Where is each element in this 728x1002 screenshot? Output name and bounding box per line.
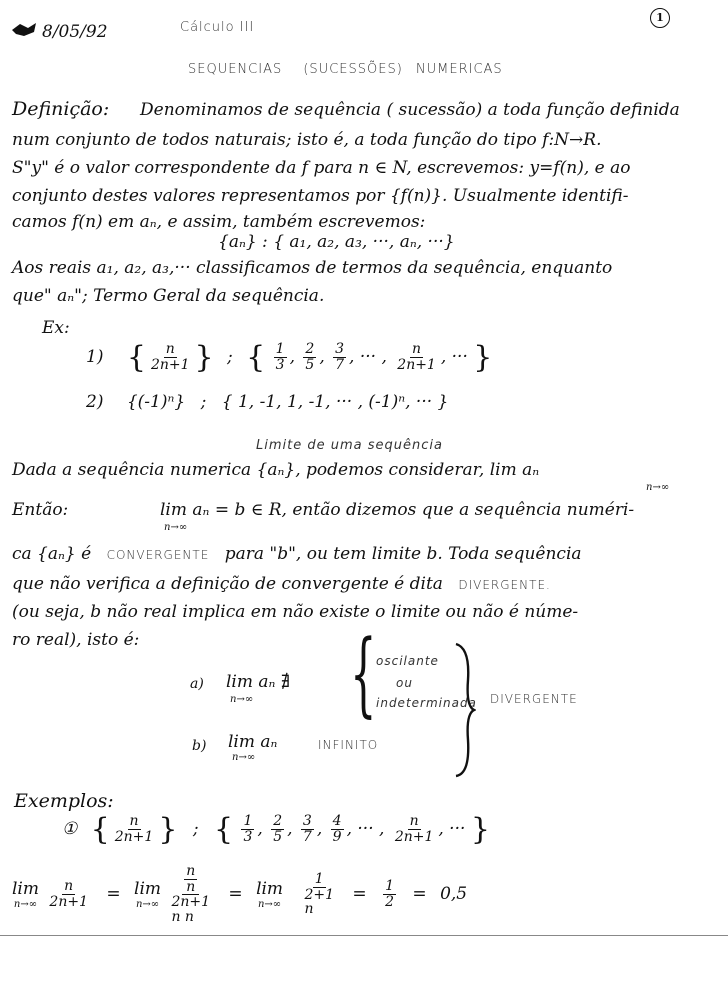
example-2-lhs: {(-1)ⁿ}	[126, 392, 186, 412]
examples2-index: ①	[62, 819, 78, 839]
case-a-brace: {	[350, 620, 377, 727]
definition-label: Definição:	[12, 98, 110, 120]
right-brace: }	[470, 812, 490, 847]
examples2-lhs-fraction: $\frac{n}{2n+1}$	[114, 813, 154, 845]
calc-fraction-4: $\frac{1}{2}$	[385, 878, 394, 910]
definition-line-5: camos f(n) em aₙ, e assim, também escrevemos:	[12, 212, 426, 232]
right-brace: }	[194, 340, 214, 375]
examples2-general-term: $\frac{n}{2n+1}$	[394, 813, 434, 845]
left-brace: {	[246, 340, 266, 375]
lim-3: lim n→∞	[256, 878, 284, 910]
example-1-term-3: $\frac{3}{7}$	[335, 341, 345, 373]
page-title	[188, 62, 503, 77]
limit-line-1: Dada a sequência numerica {aₙ}, podemos considerar, lim aₙ	[12, 460, 540, 480]
example-1-lhs-fraction: $\frac{n}{2n+1}$	[150, 341, 190, 373]
case-or: ou	[396, 676, 413, 690]
examples2-term-4: $\frac{4}{9}$	[332, 813, 342, 845]
definition-line-4: conjunto destes valores representamos por {f(n)}. Usualmente identifi-	[12, 186, 629, 206]
example-2: 2) {(-1)ⁿ} ; { 1, -1, 1, -1, ··· , (-1)ⁿ, ··· }	[86, 392, 449, 412]
left-brace: {	[213, 812, 234, 847]
limit-line-6: ro real), isto é:	[12, 630, 140, 650]
right-brace: }	[158, 812, 178, 847]
case-a-expr: lim aₙ ∄	[226, 672, 291, 692]
page-number: 1	[650, 8, 670, 28]
limit-line-2: lim aₙ = b ∈ R, então dizemos que a sequência numéri-	[160, 500, 635, 520]
convergent-label: CONVERGENTE	[106, 548, 210, 562]
limit-line-4-start: que não verifica a definição de convergente é dita	[12, 574, 443, 594]
limit-line-1-sub: n→∞	[646, 482, 670, 493]
lim-2: lim n→∞	[134, 878, 162, 910]
limit-line-2-label: Então:	[12, 500, 69, 520]
example-2-terms: { 1, -1, 1, -1, ··· , (-1)ⁿ, ··· }	[221, 392, 449, 412]
examples2-line: ① { $\frac{n}{2n+1}$ } ; { $\frac{1}{3}$ , $\frac{2}{5}$ , $\frac{3}{7}$ , $\frac{4}{9}$ , ··· , $\frac{n}{2n+1}$ , ··· }	[62, 812, 490, 847]
examples2-term-3: $\frac{3}{7}$	[302, 813, 312, 845]
example-1-term-2: $\frac{2}{5}$	[305, 341, 315, 373]
limit-line-3-start: ca {aₙ} é	[12, 544, 92, 564]
right-brace: }	[473, 340, 493, 375]
definition-line-3: S"y" é o valor correspondente da f para n ∈ N, escrevemos: y=f(n), e ao	[12, 158, 631, 178]
lim-1: lim n→∞	[12, 878, 39, 910]
title-main: SEQUENCIAS	[188, 62, 283, 77]
calc-result: 0,5	[440, 883, 468, 904]
left-brace: {	[126, 340, 146, 375]
divergent-label: DIVERGENTE.	[458, 578, 551, 592]
limit-line-2-sub: n→∞	[164, 522, 188, 533]
page-bottom-divider	[0, 935, 728, 936]
limit-calculation: lim n→∞ $\frac{n}{2n+1}$ = lim n→∞ $\frac{n}{n}$ 2n+1 n n = lim n→∞ 1 2+1 n = $\frac{1}{2}$ = 0,5	[12, 863, 468, 926]
example-2-index: 2)	[86, 392, 104, 412]
divergent-bracket	[452, 640, 476, 780]
case-indeterminate: indeterminada	[376, 696, 477, 710]
header-course: Cálculo III	[180, 20, 255, 35]
case-b-expr: lim aₙ	[228, 732, 278, 752]
calc-fraction-3: 1 2+1 n	[304, 870, 335, 918]
definition-line-1: Denominamos de sequência ( sucessão) a toda função definida	[140, 100, 680, 120]
case-b-label: b)	[192, 738, 207, 754]
definition-line-2: num conjunto de todos naturais; isto é, a toda função do tipo f:N→R.	[12, 130, 602, 150]
examples2-term-1: $\frac{1}{3}$	[243, 813, 253, 845]
ink-blot-mark	[10, 20, 40, 38]
left-brace: {	[90, 812, 110, 847]
limit-line-4	[12, 574, 551, 594]
examples-label: Ex:	[42, 318, 70, 338]
examples2-term-2: $\frac{2}{5}$	[273, 813, 283, 845]
case-oscillating: oscilante	[376, 654, 439, 668]
definition-after-1: Aos reais a₁, a₂, a₃,··· classificamos de termos da sequência, enquanto	[12, 258, 613, 278]
limit-line-3	[12, 544, 582, 564]
header-date: 8/05/92	[42, 22, 108, 42]
divergent-result: DIVERGENTE	[490, 692, 578, 706]
definition-set: {aₙ} : { a₁, a₂, a₃, ···, aₙ, ···}	[218, 232, 455, 252]
calc-fraction-1: $\frac{n}{2n+1}$	[49, 878, 88, 910]
definition-after-2: que" aₙ"; Termo Geral da sequência.	[12, 286, 325, 306]
example-1-general-term: $\frac{n}{2n+1}$	[397, 341, 436, 373]
example-1-index: 1)	[86, 347, 104, 367]
limit-line-5: (ou seja, b não real implica em não existe o limite ou não é núme-	[12, 602, 579, 622]
calc-fraction-2: $\frac{n}{n}$ 2n+1 n n	[171, 863, 210, 926]
title-paren: (SUCESSÕES)	[303, 62, 403, 77]
limit-heading: Limite de uma sequência	[256, 438, 443, 453]
limit-line-3-end: para "b", ou tem limite b. Toda sequência	[224, 544, 582, 564]
case-a-sub: n→∞	[230, 694, 254, 705]
case-b-value: INFINITO	[318, 738, 379, 752]
case-b-sub: n→∞	[232, 752, 256, 763]
case-a-label: a)	[190, 676, 204, 692]
title-tail: NUMERICAS	[415, 62, 503, 77]
example-1-term-1: $\frac{1}{3}$	[275, 341, 285, 373]
example-1: 1) { $\frac{n}{2n+1}$ } ; { $\frac{1}{3}$ , $\frac{2}{5}$ , $\frac{3}{7}$ , ··· , $\frac{n}{2n+1}$ , ··· }	[86, 340, 493, 375]
examples2-label: Exemplos:	[14, 790, 114, 812]
